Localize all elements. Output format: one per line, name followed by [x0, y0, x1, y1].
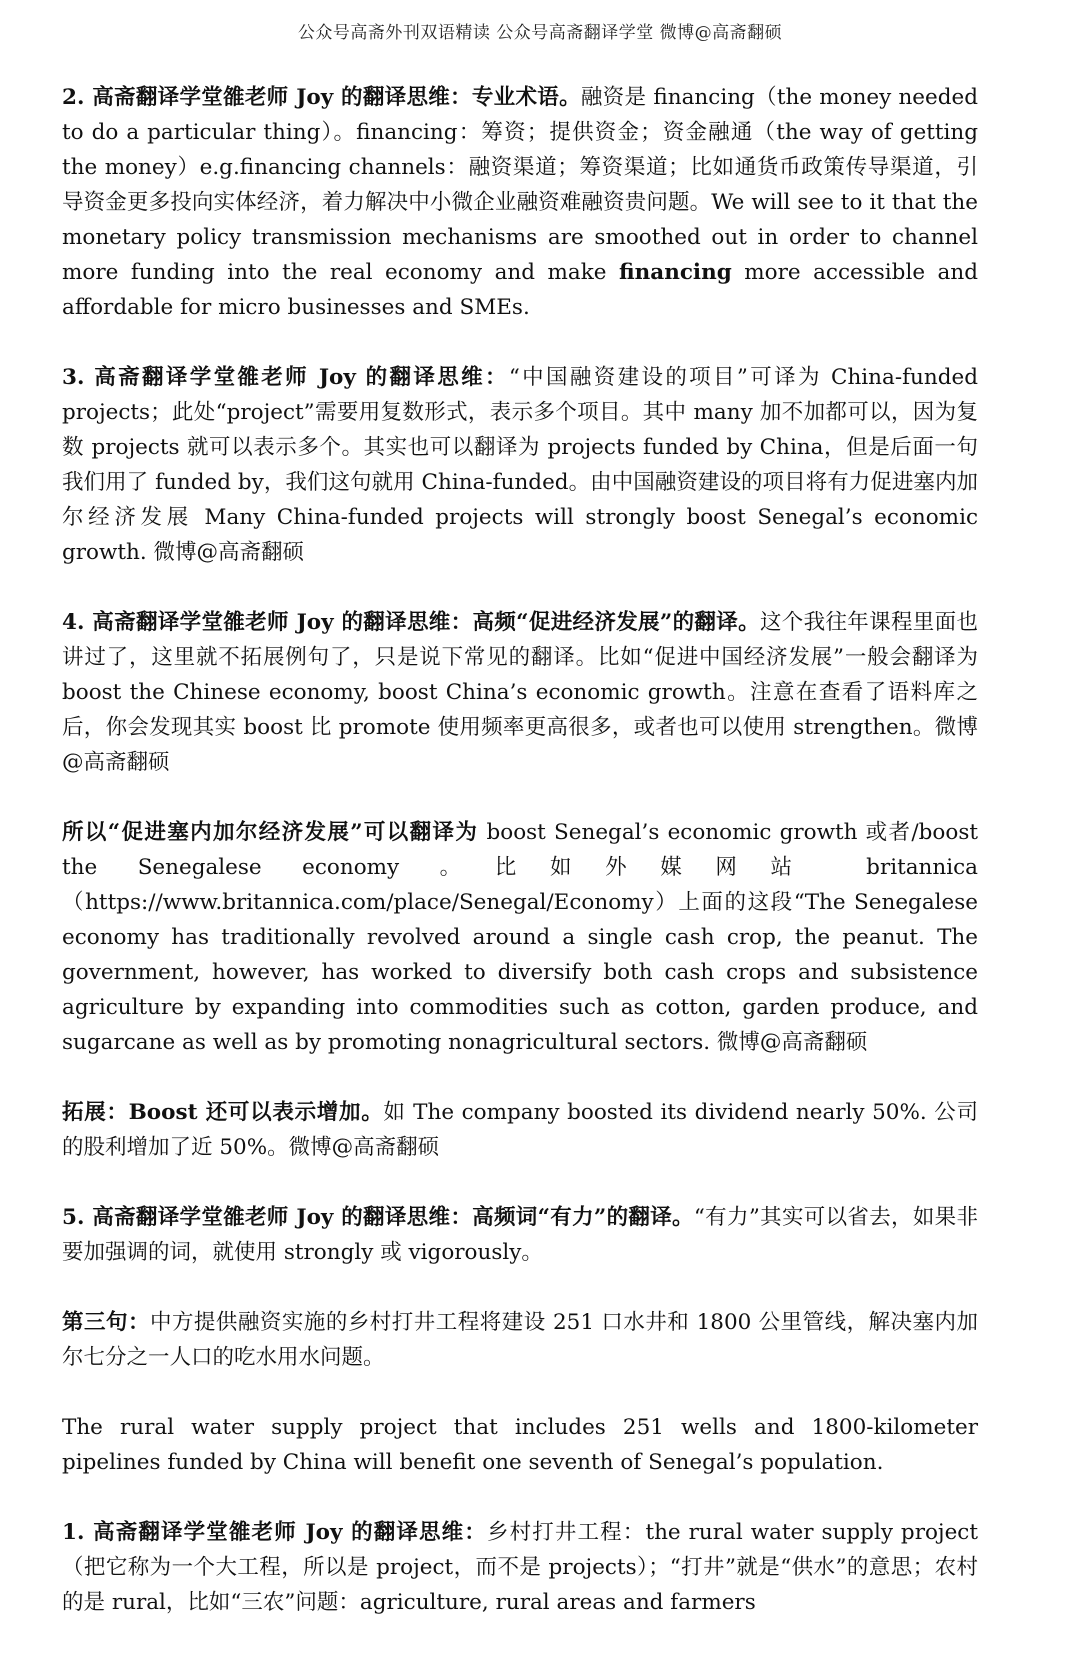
body-text: boost Senegal’s economic growth 或者/boost the Senegalese economy 。比如外媒网站 britannica（https://www.britannica.com/place/Senegal/Economy）上面的这段“The Senegalese economy has traditionally revolved around a single cash crop, the peanut. The government, however, has worked to diversify both cash crops and subsistence agriculture by expanding into commodities such as cotton, garden produce, and sugarcane as well as by promoting nonagricultural sectors. 微博@高斋翻硕	[62, 820, 978, 1055]
paragraph-point-1-rural	[62, 1515, 978, 1620]
heading-text: 第三句：	[62, 1310, 150, 1335]
heading-text: 4. 高斋翻译学堂雒老师 Joy 的翻译思维：高频“促进经济发展”的翻译。	[62, 610, 760, 635]
paragraph-boost-extension	[62, 1095, 978, 1165]
heading-text: 5. 高斋翻译学堂雒老师 Joy 的翻译思维：高频词“有力”的翻译。	[62, 1205, 694, 1230]
heading-text: 所以“促进塞内加尔经济发展”可以翻译为	[62, 820, 479, 845]
paragraph-third-sentence	[62, 1305, 978, 1375]
paragraph-point-4	[62, 605, 978, 780]
heading-text: 1. 高斋翻译学堂雒老师 Joy 的翻译思维：	[62, 1520, 487, 1545]
page-header: 公众号高斋外刊双语精读 公众号高斋翻译学堂 微博@高斋翻硕	[297, 23, 783, 43]
body-text: 融资是 financing（the money needed to do a particular thing）。financing：筹资；提供资金；资金融通（the way of getting the money）e.g.financing channels：融资渠道；筹资渠道；比如通货币政策传导渠道，引导资金更多投向实体经济，着力解决中小微企业融资难融资贵问题。We will see to it that the monetary policy transmission mechanisms are smoothed out in order to channel more funding into the real economy and make	[62, 85, 978, 285]
document-body	[62, 80, 978, 1620]
bold-term: financing	[619, 260, 732, 285]
paragraph-point-2	[62, 80, 978, 325]
paragraph-point-3	[62, 360, 978, 570]
heading-text: 2. 高斋翻译学堂雒老师 Joy 的翻译思维：专业术语。	[62, 85, 581, 110]
body-text: “中国融资建设的项目”可译为 China-funded projects；此处“project”需要用复数形式，表示多个项目。其中 many 加不加都可以，因为复数 projects 就可以表示多个。其实也可以翻译为 projects funded by China，但是后面一句我们用了 funded by，我们这句就用 China-funded。由中国融资建设的项目将有力促进塞内加尔经济发展 Many China-funded projects will strongly boost Senegal’s economic growth. 微博@高斋翻硕	[62, 365, 978, 565]
body-text: 乡村打井工程：the rural water supply project（把它称为一个大工程，所以是 project，而不是 projects）；“打井”就是“供水”的意思；农村的是 rural，比如“三农”问题：agriculture, rural areas and farmers	[62, 1520, 978, 1615]
body-text: 如 The company boosted its dividend nearly 50%. 公司的股利增加了近 50%。微博@高斋翻硕	[62, 1100, 978, 1160]
paragraph-senegal-translation	[62, 815, 978, 1060]
body-text: more accessible and affordable for micro businesses and SMEs.	[62, 260, 978, 320]
heading-text: 拓展：Boost 还可以表示增加。	[62, 1100, 384, 1125]
body-text: “有力”其实可以省去，如果非要加强调的词，就使用 strongly 或 vigorously。	[62, 1205, 978, 1265]
paragraph-english-translation	[62, 1410, 978, 1480]
body-text: 这个我往年课程里面也讲过了，这里就不拓展例句了，只是说下常见的翻译。比如“促进中国经济发展”一般会翻译为 boost the Chinese economy, boost China’s economic growth。注意在查看了语料库之后，你会发现其实 boost 比 promote 使用频率更高很多，或者也可以使用 strengthen。微博@高斋翻硕	[62, 610, 978, 775]
heading-text: 3. 高斋翻译学堂雒老师 Joy 的翻译思维：	[62, 365, 509, 390]
paragraph-point-5	[62, 1200, 978, 1270]
body-text: The rural water supply project that includes 251 wells and 1800-kilometer pipelines funded by China will benefit one seventh of Senegal’s population.	[62, 1415, 978, 1475]
body-text: 中方提供融资实施的乡村打井工程将建设 251 口水井和 1800 公里管线，解决塞内加尔七分之一人口的吃水用水问题。	[62, 1310, 978, 1370]
